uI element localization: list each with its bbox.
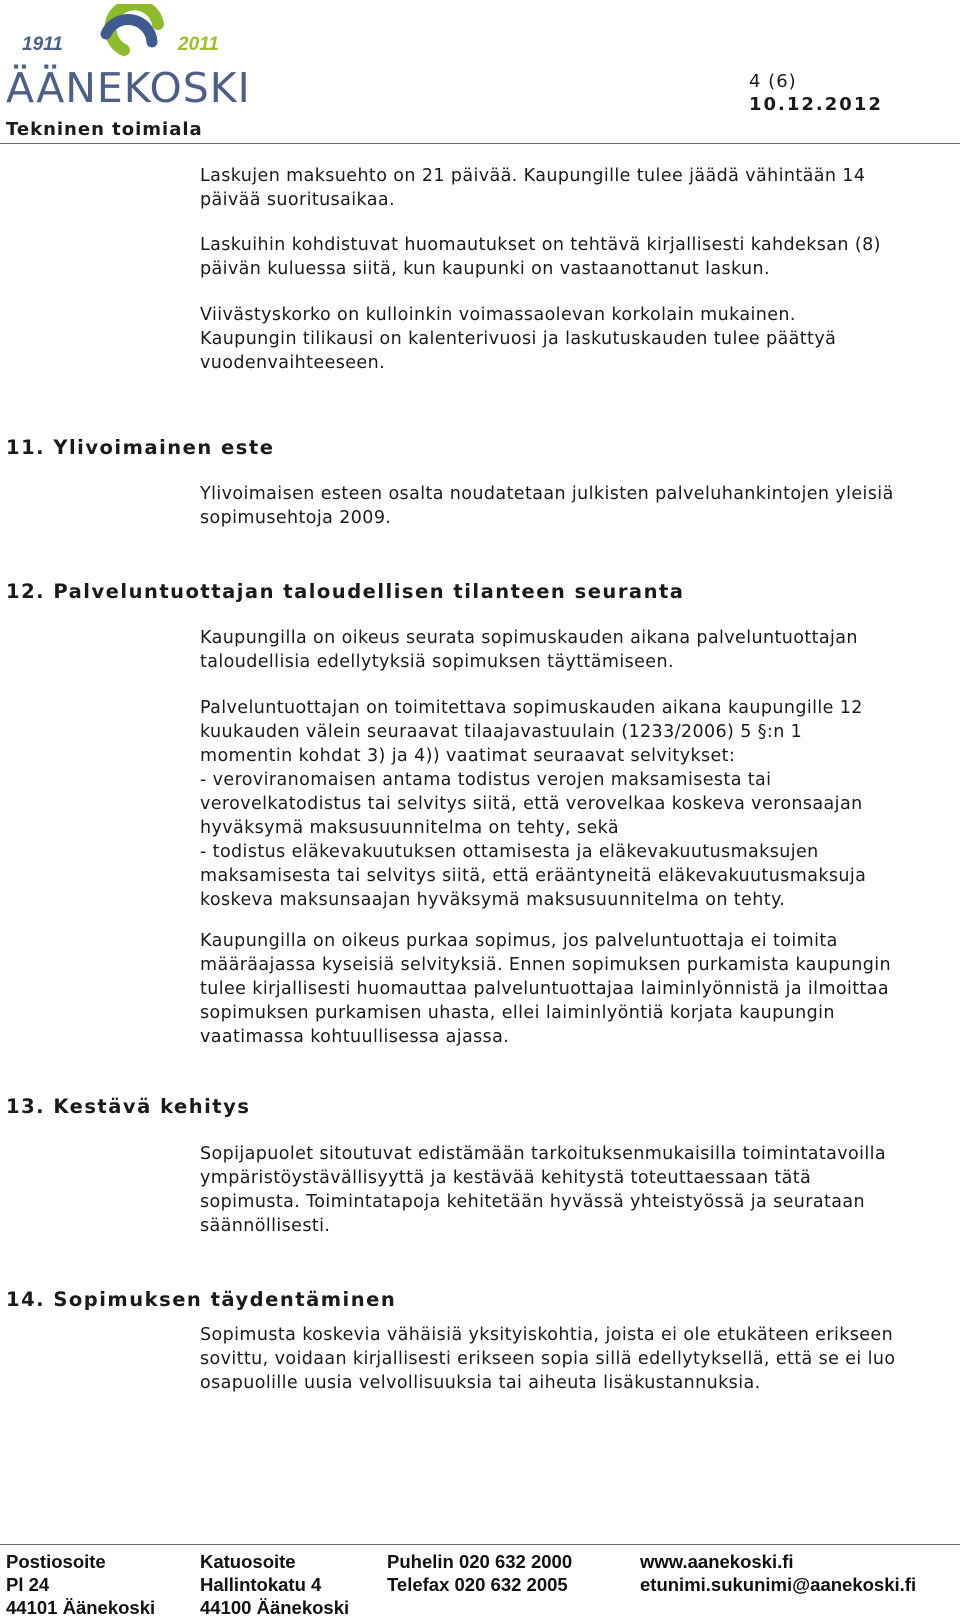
header-divider xyxy=(0,143,960,144)
section-heading-11: 11. Ylivoimainen este xyxy=(6,436,275,459)
department-name: Tekninen toimiala xyxy=(6,119,203,140)
footer-web-empty xyxy=(640,1596,916,1619)
section-heading-14: 14. Sopimuksen täydentäminen xyxy=(6,1288,397,1311)
paragraph-financial-monitoring: Kaupungilla on oikeus seurata sopimuskauden aikana palveluntuottajan taloudellisia edellytyksiä sopimuksen täyttämiseen. xyxy=(200,628,858,672)
paragraph-required-reports: Palveluntuottajan on toimitettava sopimuskauden aikana kaupungille 12 kuukauden välein seuraavat tilaajavastuulain (1233/2006) 5 §:n 1 momentin kohdat 3) ja 4)) vaatimat seuraavat selvitykset: - veroviranomaisen antama todistus verojen maksamisesta tai verovelkatodistus tai selvitys siitä, että verovelkaa koskeva veronsaajan hyväksymä maksusuunnitelma on tehty, sekä - todistus eläkevakuutuksen ottamisesta ja eläkevakuutusmaksujen maksamisesta tai selvitys siitä, että erääntyneitä eläkevakuutusmaksuja koskeva maksunsaajan hyväksymä maksusuunnitelma on tehty. xyxy=(200,698,867,910)
footer-street-city: 44100 Äänekoski xyxy=(200,1597,350,1618)
footer-phone xyxy=(387,1550,572,1619)
document-date: 10.12.2012 xyxy=(749,94,883,115)
section-heading-12: 12. Palveluntuottajan taloudellisen tilanteen seuranta xyxy=(6,580,685,603)
footer-divider xyxy=(0,1544,960,1545)
footer-postal-label: Postiosoite xyxy=(6,1551,106,1572)
footer-street-address xyxy=(200,1550,349,1619)
footer-street: Hallintokatu 4 xyxy=(200,1574,322,1595)
footer-email-link[interactable]: etunimi.sukunimi@aanekoski.fi xyxy=(640,1574,917,1595)
footer-web xyxy=(640,1550,916,1619)
paragraph-force-majeure: Ylivoimaisen esteen osalta noudatetaan julkisten palveluhankintojen yleisiä sopimusehtoja 2009. xyxy=(200,484,894,528)
footer-website-link[interactable]: www.aanekoski.fi xyxy=(640,1551,794,1572)
footer-postal-box: Pl 24 xyxy=(6,1574,50,1595)
page-number: 4 (6) xyxy=(749,71,797,92)
logo-year-right: 2011 xyxy=(178,34,219,55)
footer-phone-number: Puhelin 020 632 2000 xyxy=(387,1551,573,1572)
paragraph-payment-terms: Laskujen maksuehto on 21 päivää. Kaupungille tulee jäädä vähintään 14 päivää suoritusaikaa. xyxy=(200,166,866,210)
logo-wordmark: ÄÄNEKOSKI xyxy=(6,64,251,112)
footer-postal-address xyxy=(6,1550,155,1619)
paragraph-termination-right: Kaupungilla on oikeus purkaa sopimus, jos palveluntuottaja ei toimita määräajassa kyseisiä selvityksiä. Ennen sopimuksen purkamista kaupungin tulee kirjallisesti huomauttaa palveluntuottajaa laiminlyönnistä ja ilmoittaa sopimuksen purkamisen uhasta, ellei laiminlyöntiä korjata kaupungin vaatimassa kohtuullisessa ajassa. xyxy=(200,931,892,1047)
paragraph-invoice-remarks: Laskuihin kohdistuvat huomautukset on tehtävä kirjallisesti kahdeksan (8) päivän kuluessa siitä, kun kaupunki on vastaanottanut laskun. xyxy=(200,235,881,279)
paragraph-supplements: Sopimusta koskevia vähäisiä yksityiskohtia, joista ei ole etukäteen erikseen sovittu, voidaan kirjallisesti erikseen sopia sillä edellytyksellä, että se ei luo osapuolille uusia velvollisuuksia tai aiheuta lisäkustannuksia. xyxy=(200,1325,896,1393)
footer-fax-number: Telefax 020 632 2005 xyxy=(387,1574,568,1595)
footer-postal-city: 44101 Äänekoski xyxy=(6,1597,156,1618)
paragraph-sustainability: Sopijapuolet sitoutuvat edistämään tarkoituksenmukaisilla toimintatavoilla ympäristöystävällisyyttä ja kestävää kehitystä toteuttaessaan tätä sopimusta. Toimintatapoja kehitetään hyvässä yhteistyössä ja seurataan säännöllisesti. xyxy=(200,1144,887,1236)
logo-year-left: 1911 xyxy=(22,34,63,55)
city-logo xyxy=(6,4,251,112)
section-heading-13: 13. Kestävä kehitys xyxy=(6,1095,251,1118)
footer-phone-empty xyxy=(387,1596,572,1619)
footer-street-label: Katuosoite xyxy=(200,1551,296,1572)
paragraph-late-interest: Viivästyskorko on kulloinkin voimassaolevan korkolain mukainen. Kaupungin tilikausi on kalenterivuosi ja laskutuskauden tulee päättyä vuodenvaihteeseen. xyxy=(200,305,837,373)
